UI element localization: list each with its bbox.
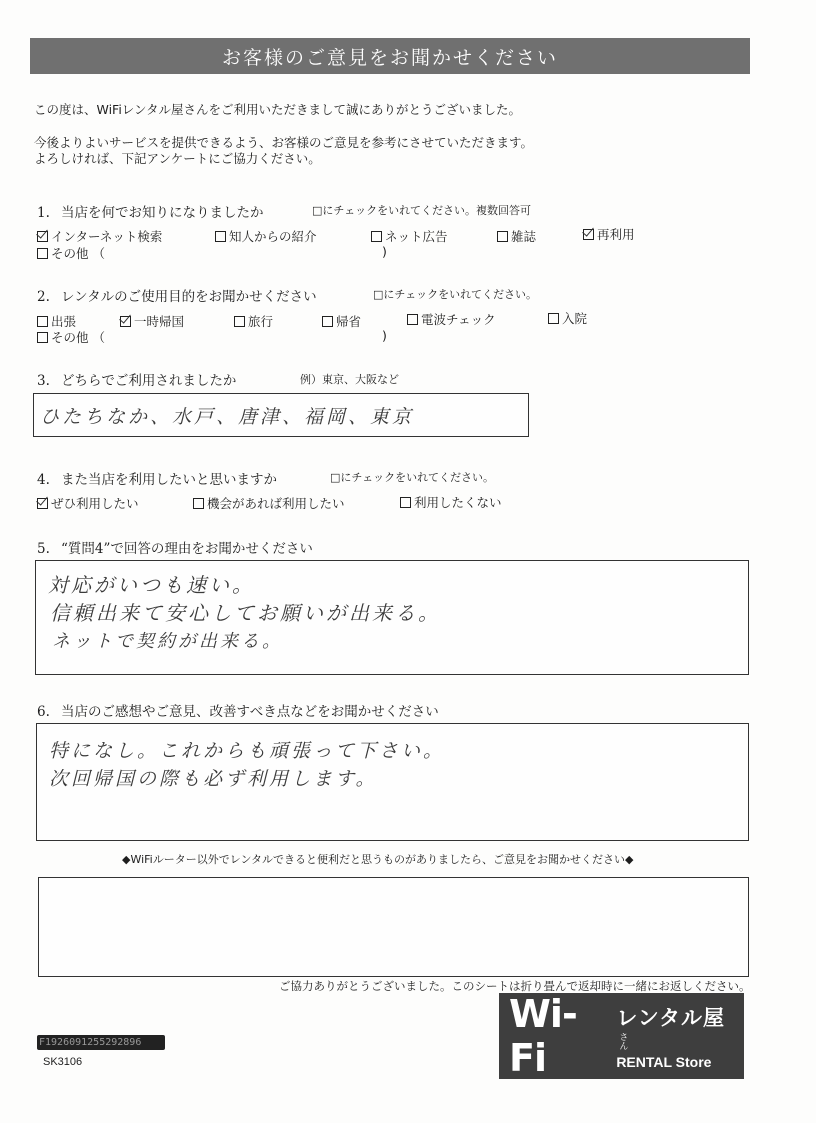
q1-option-other[interactable]	[37, 244, 105, 262]
checkbox[interactable]	[37, 332, 48, 343]
q1-title: 当店を何でお知りになりましたか	[61, 205, 264, 221]
q2-option-label: その他 （	[51, 330, 105, 345]
checkbox[interactable]	[548, 313, 559, 324]
checkbox[interactable]	[407, 314, 418, 325]
checkbox[interactable]	[193, 498, 204, 509]
q7-prompt: ◆WiFiルーター以外でレンタルできると便利だと思うものがありましたら、ご意見をお聞かせください◆	[122, 853, 634, 866]
tracking-code: F1926091255292896	[37, 1035, 165, 1050]
q6-answer-box[interactable]	[36, 723, 749, 841]
q7-answer-box[interactable]	[38, 877, 749, 977]
sheet-code: SK3106	[43, 1056, 83, 1068]
q4-title: また当店を利用したいと思いますか	[61, 472, 277, 488]
q1-option-referral[interactable]	[215, 227, 317, 245]
q2-heading	[37, 285, 317, 305]
brand-logo	[499, 993, 744, 1079]
q2-option-label: 旅行	[248, 314, 274, 329]
checkbox-checked[interactable]	[37, 498, 48, 509]
q1-heading	[37, 201, 264, 221]
checkbox[interactable]	[37, 248, 48, 259]
q1-option-label: その他 （	[51, 246, 105, 261]
logo-en-text: RENTAL Store	[616, 1054, 712, 1070]
checkbox-checked[interactable]	[37, 231, 48, 242]
checkbox[interactable]	[371, 231, 382, 242]
intro-line-2: 今後よりよいサービスを提供できるよう、お客様のご意見を参考にさせていただきます。	[34, 135, 534, 150]
logo-wifi-text: Wi-Fi	[509, 992, 577, 1080]
logo-text-group	[616, 1002, 734, 1070]
q1-option-label: 知人からの紹介	[229, 229, 317, 244]
q4-number: 4.	[37, 472, 50, 488]
q1-note: □にチェックをいれてください。複数回答可	[312, 204, 532, 217]
q2-option-other[interactable]	[37, 328, 105, 346]
q5-answer-line-2: 信頼出来て安心してお願いが出来る。	[50, 601, 441, 625]
q1-option-label: 再利用	[597, 227, 635, 242]
q2-note: □にチェックをいれてください。	[373, 288, 538, 301]
q5-answer-line-3: ネットで契約が出来る。	[52, 631, 283, 652]
intro-line-3: よろしければ、下記アンケートにご協力ください。	[34, 151, 321, 166]
page-title: お客様のご意見をお聞かせください	[30, 38, 750, 74]
logo-jp-text: レンタル屋	[616, 1006, 725, 1030]
q2-option-label: 入院	[562, 311, 588, 326]
q4-heading	[37, 468, 277, 488]
q2-option-homecoming[interactable]	[322, 312, 361, 330]
q1-number: 1.	[37, 205, 50, 221]
q2-option-label: 電波チェック	[421, 312, 496, 327]
q6-number: 6.	[37, 704, 50, 720]
q2-option-label: 帰省	[336, 314, 362, 329]
q2-option-hospital[interactable]	[548, 309, 587, 327]
footer-thanks: ご協力ありがとうございました。このシートは折り畳んで返却時に一緒にお返しください。	[279, 979, 751, 993]
q5-title: “質問4”で回答の理由をお聞かせください	[61, 541, 313, 557]
q2-option-signal-check[interactable]	[407, 310, 496, 328]
q2-option-label: 出張	[51, 314, 77, 329]
q1-option-magazine[interactable]	[497, 227, 536, 245]
q3-note: 例）東京、大阪など	[300, 373, 399, 386]
q3-title: どちらでご利用されましたか	[61, 373, 237, 389]
q2-title: レンタルのご使用目的をお聞かせください	[61, 289, 317, 305]
q5-number: 5.	[37, 541, 50, 557]
q3-heading	[37, 369, 236, 389]
checkbox[interactable]	[234, 316, 245, 327]
checkbox[interactable]	[215, 231, 226, 242]
q3-answer: ひたちなか、水戸、唐津、福岡、東京	[40, 406, 415, 428]
q6-title: 当店のご感想やご意見、改善すべき点などをお聞かせください	[61, 704, 439, 720]
q2-option-label: 一時帰国	[134, 314, 185, 329]
q1-option-internet-search[interactable]	[37, 227, 162, 245]
q4-option-no[interactable]	[400, 493, 502, 511]
q1-option-reuse[interactable]	[583, 225, 635, 243]
q2-option-travel[interactable]	[234, 312, 273, 330]
q4-option-label: ぜひ利用したい	[51, 496, 139, 511]
q1-option-label: 雑誌	[511, 229, 537, 244]
q3-answer-box[interactable]	[33, 393, 529, 437]
checkbox[interactable]	[37, 316, 48, 327]
logo-jp-row	[616, 1002, 734, 1054]
q2-other-close: )	[382, 328, 387, 343]
checkbox-checked[interactable]	[583, 229, 594, 240]
q1-option-label: インターネット検索	[51, 229, 163, 244]
q6-heading	[37, 700, 439, 720]
q5-answer-box[interactable]	[35, 560, 749, 675]
q4-option-definitely[interactable]	[37, 494, 139, 512]
checkbox[interactable]	[322, 316, 333, 327]
q3-number: 3.	[37, 373, 50, 389]
q4-option-if-chance[interactable]	[193, 494, 345, 512]
q4-option-label: 機会があれば利用したい	[207, 496, 345, 511]
q1-option-net-ad[interactable]	[371, 227, 448, 245]
q2-option-temporary-return[interactable]	[120, 312, 184, 330]
q4-option-label: 利用したくない	[414, 495, 502, 510]
q2-number: 2.	[37, 289, 50, 305]
q5-answer-line-1: 対応がいつも速い。	[48, 573, 255, 597]
q5-heading	[37, 537, 313, 557]
intro-line-1: この度は、WiFiレンタル屋さんをご利用いただきまして誠にありがとうございました。	[34, 102, 522, 117]
q1-other-close: )	[382, 244, 387, 259]
checkbox[interactable]	[400, 497, 411, 508]
q4-note: □にチェックをいれてください。	[330, 471, 495, 484]
logo-san-text: さん	[617, 1032, 628, 1050]
checkbox[interactable]	[497, 231, 508, 242]
q6-answer-line-1: 特になし。これからも頑張って下さい。	[49, 740, 446, 762]
q1-option-label: ネット広告	[385, 229, 448, 244]
q6-answer-line-2: 次回帰国の際も必ず利用します。	[49, 768, 378, 790]
checkbox-checked[interactable]	[120, 316, 131, 327]
